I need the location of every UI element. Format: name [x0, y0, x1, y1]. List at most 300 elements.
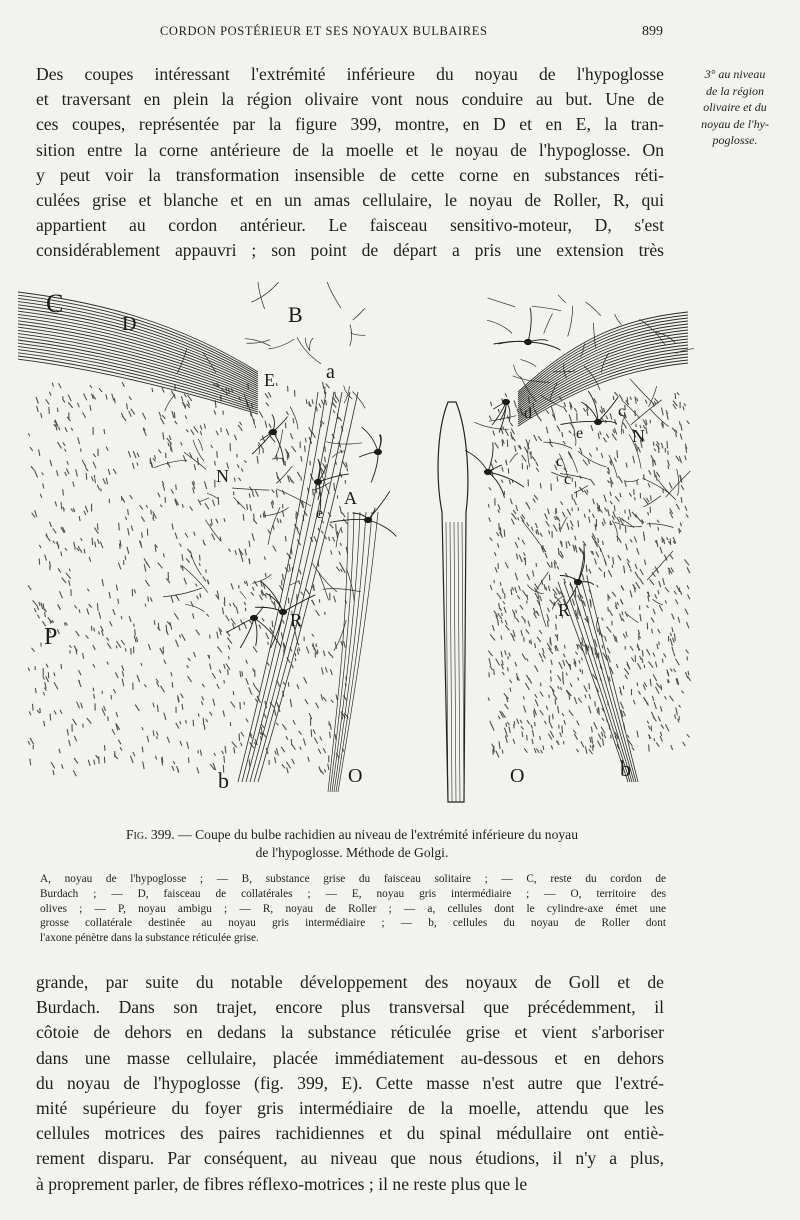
texture-dash	[505, 620, 507, 625]
texture-dash	[216, 431, 218, 435]
text-line: Burdach. Dans son trajet, encore plus transversal que précédemment, il	[36, 997, 664, 1018]
texture-dash	[574, 697, 576, 704]
texture-dash	[549, 530, 550, 534]
texture-dash	[514, 725, 515, 729]
texture-dash	[325, 769, 326, 772]
dendrite	[598, 396, 618, 422]
texture-dash	[522, 732, 523, 738]
texture-dash	[599, 568, 602, 572]
texture-dash	[574, 429, 575, 436]
texture-dash	[336, 462, 337, 465]
fiber	[561, 517, 568, 530]
texture-dash	[618, 476, 622, 483]
texture-dash	[582, 574, 584, 581]
dendrite	[330, 519, 368, 522]
texture-dash	[323, 697, 326, 702]
texture-dash	[204, 481, 206, 489]
texture-dash	[620, 493, 621, 498]
texture-dash	[84, 549, 85, 553]
fiber	[564, 582, 630, 782]
texture-dash	[498, 504, 500, 510]
texture-dash	[153, 703, 154, 708]
texture-dash	[158, 563, 163, 569]
texture-dash	[674, 669, 676, 673]
margin-note-line: noyau de l'hy-	[701, 116, 769, 131]
texture-dash	[115, 673, 118, 679]
texture-dash	[326, 400, 327, 405]
texture-dash	[99, 388, 102, 392]
fiber	[458, 522, 460, 802]
texture-dash	[270, 436, 275, 442]
texture-dash	[687, 421, 690, 424]
texture-dash	[146, 505, 147, 508]
texture-dash	[280, 519, 281, 523]
texture-dash	[268, 392, 271, 397]
texture-dash	[665, 696, 667, 699]
texture-dash	[98, 539, 100, 544]
texture-dash	[514, 613, 515, 619]
texture-dash	[578, 698, 581, 703]
texture-dash	[260, 595, 263, 600]
texture-dash	[285, 461, 286, 466]
texture-dash	[538, 436, 542, 441]
texture-dash	[131, 526, 133, 531]
texture-dash	[494, 669, 495, 675]
texture-dash	[609, 610, 612, 616]
texture-dash	[297, 649, 298, 655]
texture-dash	[341, 569, 343, 572]
texture-dash	[617, 450, 618, 458]
texture-dash	[591, 480, 595, 486]
texture-dash	[272, 621, 273, 627]
texture-dash	[498, 620, 499, 626]
texture-dash	[53, 529, 56, 534]
texture-dash	[668, 465, 669, 469]
texture-dash	[656, 742, 659, 746]
texture-dash	[90, 385, 92, 388]
texture-dash	[535, 643, 536, 648]
texture-dash	[686, 672, 688, 678]
texture-dash	[328, 652, 331, 656]
fiber	[647, 524, 673, 528]
texture-dash	[282, 764, 285, 768]
texture-dash	[80, 549, 82, 553]
texture-dash	[186, 720, 187, 724]
texture-dash	[305, 446, 306, 452]
texture-dash	[50, 714, 51, 721]
fiber	[454, 522, 456, 802]
texture-dash	[520, 605, 523, 609]
texture-dash	[291, 664, 293, 668]
texture-dash	[567, 509, 570, 515]
texture-dash	[41, 603, 43, 609]
texture-dash	[547, 614, 549, 621]
texture-dash	[654, 702, 656, 709]
texture-dash	[605, 508, 607, 512]
texture-dash	[670, 638, 672, 645]
texture-dash	[164, 713, 166, 720]
fiber	[544, 314, 553, 334]
texture-dash	[527, 720, 530, 724]
texture-dash	[122, 665, 124, 670]
figure-number: Fig. 399.	[125, 827, 175, 842]
texture-dash	[320, 736, 322, 740]
texture-dash	[527, 574, 530, 580]
texture-dash	[142, 727, 143, 730]
texture-dash	[200, 750, 201, 756]
texture-dash	[506, 723, 507, 727]
texture-dash	[129, 411, 132, 417]
texture-dash	[239, 478, 241, 481]
texture-dash	[610, 492, 612, 496]
texture-dash	[542, 648, 544, 653]
texture-dash	[534, 748, 536, 753]
texture-dash	[154, 620, 155, 625]
texture-dash	[175, 421, 178, 424]
texture-dash	[281, 747, 285, 753]
fig-label-N-left: N	[216, 466, 229, 486]
texture-dash	[227, 638, 232, 644]
texture-dash	[160, 418, 164, 425]
texture-dash	[35, 510, 37, 517]
texture-dash	[241, 732, 244, 737]
texture-dash	[590, 745, 591, 748]
texture-dash	[583, 460, 588, 466]
texture-dash	[174, 613, 178, 619]
texture-dash	[495, 443, 499, 449]
texture-dash	[305, 699, 308, 704]
texture-dash	[39, 602, 40, 606]
texture-dash	[185, 415, 186, 419]
texture-dash	[142, 747, 143, 753]
text-line: grande, par suite du notable développement des noyaux de Goll et de	[36, 972, 664, 992]
texture-dash	[137, 453, 139, 457]
texture-dash	[637, 398, 638, 401]
texture-dash	[323, 651, 325, 657]
texture-dash	[563, 654, 565, 658]
fiber	[336, 512, 372, 792]
texture-dash	[562, 432, 563, 437]
fiber	[246, 340, 270, 344]
texture-dash	[301, 456, 302, 462]
texture-dash	[61, 502, 62, 510]
texture-dash	[648, 483, 650, 487]
texture-dash	[492, 625, 494, 631]
texture-dash	[206, 719, 208, 722]
texture-dash	[513, 510, 516, 514]
texture-dash	[498, 613, 502, 619]
texture-dash	[61, 552, 62, 556]
texture-dash	[602, 522, 604, 526]
texture-dash	[550, 439, 551, 442]
texture-dash	[526, 439, 528, 445]
texture-dash	[210, 664, 211, 670]
texture-dash	[638, 691, 640, 695]
margin-note	[680, 66, 790, 149]
texture-dash	[248, 384, 249, 389]
texture-dash	[570, 520, 573, 526]
texture-dash	[129, 397, 132, 401]
texture-dash	[188, 658, 191, 661]
texture-dash	[556, 508, 557, 513]
fiber	[353, 392, 366, 409]
texture-dash	[505, 393, 507, 397]
texture-dash	[603, 438, 606, 443]
texture-dash	[118, 562, 120, 569]
texture-dash	[603, 739, 604, 746]
texture-dash	[634, 489, 635, 495]
texture-dash	[145, 580, 149, 586]
texture-dash	[121, 640, 125, 645]
texture-dash	[167, 737, 170, 743]
texture-dash	[545, 513, 548, 519]
texture-dash	[102, 579, 103, 586]
texture-dash	[526, 675, 529, 680]
texture-dash	[246, 581, 247, 586]
texture-dash	[108, 716, 109, 721]
texture-dash	[229, 656, 230, 659]
texture-dash	[687, 622, 690, 628]
texture-dash	[32, 513, 35, 518]
texture-dash	[122, 671, 123, 677]
texture-dash	[127, 547, 129, 554]
texture-dash	[222, 751, 224, 754]
texture-dash	[653, 442, 654, 446]
texture-dash	[107, 638, 109, 641]
texture-dash	[94, 475, 95, 479]
texture-dash	[638, 663, 641, 669]
texture-dash	[231, 702, 235, 708]
texture-dash	[606, 416, 608, 420]
texture-dash	[78, 437, 80, 444]
texture-dash	[540, 692, 543, 697]
texture-dash	[200, 431, 201, 435]
texture-dash	[108, 469, 110, 475]
texture-dash	[212, 534, 215, 541]
texture-dash	[548, 509, 550, 515]
texture-dash	[527, 658, 528, 661]
texture-dash	[505, 625, 509, 630]
texture-dash	[339, 417, 342, 421]
texture-dash	[551, 407, 553, 414]
texture-dash	[259, 411, 263, 418]
texture-dash	[672, 614, 675, 620]
texture-dash	[166, 625, 167, 633]
texture-dash	[642, 650, 643, 656]
texture-dash	[336, 694, 337, 700]
fiber	[234, 497, 246, 509]
texture-dash	[505, 704, 509, 709]
texture-dash	[660, 706, 662, 712]
texture-dash	[226, 429, 229, 435]
texture-dash	[497, 593, 501, 599]
texture-dash	[634, 537, 636, 543]
legend-line: A, noyau de l'hypoglosse ; — B, substance grise du faisceau solitaire ; — C, reste du cordon de	[40, 873, 666, 885]
texture-dash	[170, 444, 171, 451]
texture-dash	[637, 516, 642, 521]
texture-dash	[592, 551, 593, 555]
texture-dash	[188, 676, 192, 682]
texture-dash	[659, 581, 661, 587]
texture-dash	[342, 513, 345, 518]
texture-dash	[664, 653, 667, 657]
fiber	[310, 338, 314, 351]
fiber	[450, 522, 452, 802]
texture-dash	[46, 664, 48, 668]
texture-dash	[74, 758, 78, 764]
texture-dash	[277, 454, 278, 460]
texture-dash	[45, 555, 47, 561]
texture-dash	[182, 554, 183, 561]
texture-dash	[106, 394, 107, 399]
texture-dash	[613, 396, 614, 400]
text-line: à proprement parler, de fibres réflexo-motrices ; il ne reste plus que le	[36, 1173, 528, 1194]
texture-dash	[610, 413, 612, 419]
texture-dash	[619, 395, 623, 401]
texture-dash	[534, 710, 535, 717]
texture-dash	[213, 500, 215, 506]
texture-dash	[150, 598, 152, 602]
texture-dash	[679, 705, 681, 707]
texture-dash	[630, 539, 632, 542]
dendrite	[528, 308, 531, 342]
texture-dash	[649, 662, 654, 668]
texture-dash	[33, 600, 37, 604]
texture-dash	[532, 739, 533, 744]
texture-dash	[551, 745, 552, 749]
fig-label-c: c	[618, 403, 626, 420]
texture-dash	[589, 517, 590, 523]
texture-dash	[544, 721, 546, 724]
texture-dash	[651, 495, 652, 500]
texture-dash	[557, 476, 558, 481]
texture-dash	[504, 728, 506, 731]
texture-dash	[591, 727, 592, 733]
texture-dash	[569, 693, 570, 699]
texture-dash	[94, 628, 95, 632]
texture-dash	[522, 654, 526, 660]
fiber	[615, 522, 642, 527]
texture-dash	[556, 615, 557, 619]
texture-dash	[589, 749, 593, 754]
texture-dash	[522, 590, 526, 596]
texture-dash	[28, 433, 29, 436]
texture-dash	[502, 439, 503, 446]
texture-dash	[602, 618, 604, 621]
neuron-cells	[227, 308, 619, 648]
texture-dash	[207, 614, 209, 617]
texture-dash	[142, 532, 143, 538]
texture-dash	[40, 708, 41, 713]
texture-dash	[204, 424, 205, 429]
texture-dash	[529, 641, 530, 644]
texture-dash	[604, 408, 605, 412]
texture-dash	[34, 608, 36, 612]
texture-dash	[344, 641, 346, 648]
texture-dash	[300, 747, 301, 750]
texture-dash	[564, 402, 565, 407]
texture-dash	[240, 671, 241, 677]
texture-dash	[194, 426, 199, 432]
fig-label-e-right: e	[576, 425, 584, 442]
texture-dash	[266, 633, 269, 639]
texture-dash	[100, 542, 103, 549]
fiber-bundles	[18, 282, 694, 802]
texture-dash	[613, 634, 615, 641]
texture-dash	[316, 703, 319, 709]
texture-dash	[598, 433, 599, 439]
texture-dash	[200, 425, 202, 429]
texture-dash	[560, 732, 562, 737]
fiber	[258, 392, 358, 782]
texture-dash	[145, 604, 146, 607]
texture-dash	[57, 408, 58, 412]
texture-dash	[106, 478, 107, 485]
fiber	[609, 455, 618, 478]
texture-dash	[295, 658, 296, 661]
fiber	[276, 489, 311, 506]
texture-dash	[536, 468, 539, 472]
fiber	[18, 327, 258, 394]
texture-dash	[36, 397, 38, 404]
texture-dash	[569, 414, 572, 421]
texture-dash	[577, 721, 579, 726]
texture-dash	[79, 670, 82, 675]
texture-dash	[216, 519, 218, 524]
texture-dash	[208, 580, 209, 585]
texture-dash	[642, 520, 643, 525]
texture-dash	[500, 527, 501, 531]
texture-dash	[509, 653, 511, 657]
texture-dash	[311, 600, 314, 604]
texture-dash	[65, 623, 66, 626]
texture-dash	[63, 443, 65, 446]
texture-dash	[218, 497, 219, 505]
legend-line: grosse collatérale destinée au noyau gris intermédiaire ; — b, cellules du noyau de Roller dont	[40, 917, 666, 930]
texture-dash	[59, 749, 60, 754]
texture-dash	[573, 545, 574, 551]
texture-dash	[193, 488, 194, 494]
texture-dash	[55, 501, 56, 506]
texture-dash	[579, 660, 580, 663]
fiber	[615, 314, 622, 325]
fiber	[627, 614, 638, 622]
texture-dash	[204, 725, 205, 730]
texture-dash	[94, 760, 95, 765]
texture-dash	[490, 635, 495, 641]
text-line: et traversant en plein la région olivaire vont nous conduire au but. Une de	[36, 89, 664, 110]
texture-dash	[637, 548, 639, 555]
texture-dash	[99, 631, 100, 634]
texture-dash	[292, 744, 296, 749]
texture-dash	[283, 620, 285, 624]
texture-dash	[158, 623, 159, 630]
texture-dash	[224, 756, 225, 763]
texture-dash	[561, 501, 563, 504]
texture-dash	[676, 600, 679, 605]
texture-dash	[523, 696, 524, 699]
texture-dash	[550, 639, 551, 646]
texture-dash	[608, 555, 610, 559]
fiber	[585, 302, 600, 316]
texture-dash	[127, 404, 128, 410]
texture-dash	[237, 465, 239, 468]
texture-dash	[113, 689, 115, 693]
fiber	[290, 581, 300, 585]
texture-dash	[630, 569, 631, 572]
fiber	[198, 439, 202, 450]
texture-dash	[502, 613, 503, 616]
